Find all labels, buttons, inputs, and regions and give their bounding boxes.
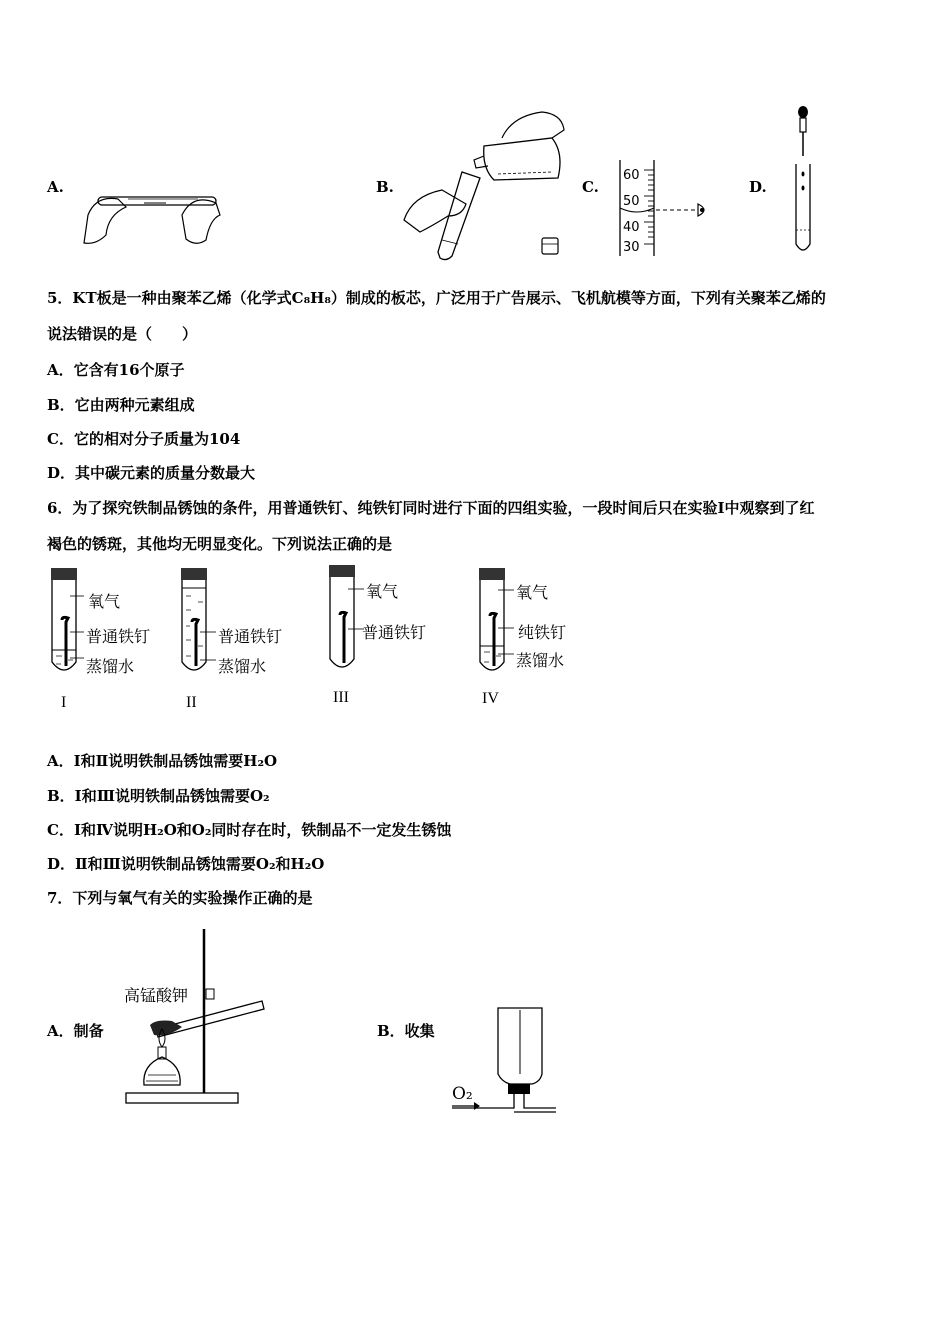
tube-iv-numeral: IV <box>482 690 499 707</box>
tube-figure-iii <box>326 563 366 673</box>
q5-stem-line1: 5．KT板是一种由聚苯乙烯（化学式C₈H₈）制成的板芯，广泛用于广告展示、飞机航模等方面，下列有关聚苯乙烯的 <box>47 289 826 307</box>
q6-stem-line1: 6．为了探究铁制品锈蚀的条件，用普通铁钉、纯铁钉同时进行下面的四组实验，一段时间后只在实验I中观察到了红 <box>47 499 815 517</box>
q7-figure-a-heating-kmno4 <box>122 925 272 1107</box>
tube-iii-numeral: III <box>333 689 349 706</box>
cylinder-tick-60: 60 <box>623 168 640 183</box>
q7-stem: 7．下列与氧气有关的实验操作正确的是 <box>47 889 313 907</box>
q5-option-c: C．它的相对分子质量为104 <box>47 430 241 448</box>
tube-i-label-nail: 普通铁钉 <box>86 627 151 646</box>
tube-ii-label-water: 蒸馏水 <box>218 657 267 676</box>
q7-figure-b-o2-label: O₂ <box>452 1084 473 1104</box>
tube-i-label-water: 蒸馏水 <box>86 657 135 676</box>
q6-option-a: A．I和Ⅱ说明铁制品锈蚀需要H₂O <box>47 752 278 770</box>
cylinder-tick-40: 40 <box>623 220 640 235</box>
tube-ii-label-nail: 普通铁钉 <box>218 627 283 646</box>
q5-stem-line2: 说法错误的是（ ） <box>47 325 198 343</box>
q4-figure-b-pouring-liquid <box>402 108 572 263</box>
q6-option-b: B．I和Ⅲ说明铁制品锈蚀需要O₂ <box>47 787 270 805</box>
q6-option-c: C．I和Ⅳ说明H₂O和O₂同时存在时，铁制品不一定发生锈蚀 <box>47 821 452 839</box>
tube-i-label-oxygen: 氧气 <box>88 592 121 611</box>
tube-i-numeral: I <box>61 694 67 711</box>
q4-option-c-label: C. <box>582 178 599 196</box>
cylinder-tick-50: 50 <box>623 194 640 209</box>
q4-figure-d-dropper <box>788 104 828 256</box>
tube-iv-label-water: 蒸馏水 <box>516 651 565 670</box>
q6-stem-line2: 褐色的锈斑，其他均无明显变化。下列说法正确的是 <box>47 535 393 553</box>
q6-option-d: D．Ⅱ和Ⅲ说明铁制品锈蚀需要O₂和H₂O <box>47 855 325 873</box>
q4-option-b-label: B. <box>376 178 394 196</box>
q4-figure-a-heating-test-tube <box>78 185 228 255</box>
q7-option-b: B．收集 <box>377 1022 435 1040</box>
q5-option-d: D．其中碳元素的质量分数最大 <box>47 464 256 482</box>
q4-option-d-label: D. <box>749 178 767 196</box>
q7-option-a: A．制备 <box>47 1022 104 1040</box>
q5-option-a: A．它含有16个原子 <box>47 361 185 379</box>
tube-iii-label-oxygen: 氧气 <box>366 582 399 601</box>
tube-figure-i <box>48 566 88 676</box>
tube-figure-iv <box>476 566 516 676</box>
tube-iv-label-nail: 纯铁钉 <box>518 623 567 642</box>
tube-iv-label-oxygen: 氧气 <box>516 583 549 602</box>
tube-ii-numeral: II <box>186 694 197 711</box>
tube-figure-ii <box>178 566 218 676</box>
q7-figure-a-label: 高锰酸钾 <box>124 986 189 1005</box>
q4-option-a-label: A. <box>47 178 64 196</box>
tube-iii-label-nail: 普通铁钉 <box>362 623 427 642</box>
q5-option-b: B．它由两种元素组成 <box>47 396 195 414</box>
cylinder-tick-30: 30 <box>623 240 640 255</box>
